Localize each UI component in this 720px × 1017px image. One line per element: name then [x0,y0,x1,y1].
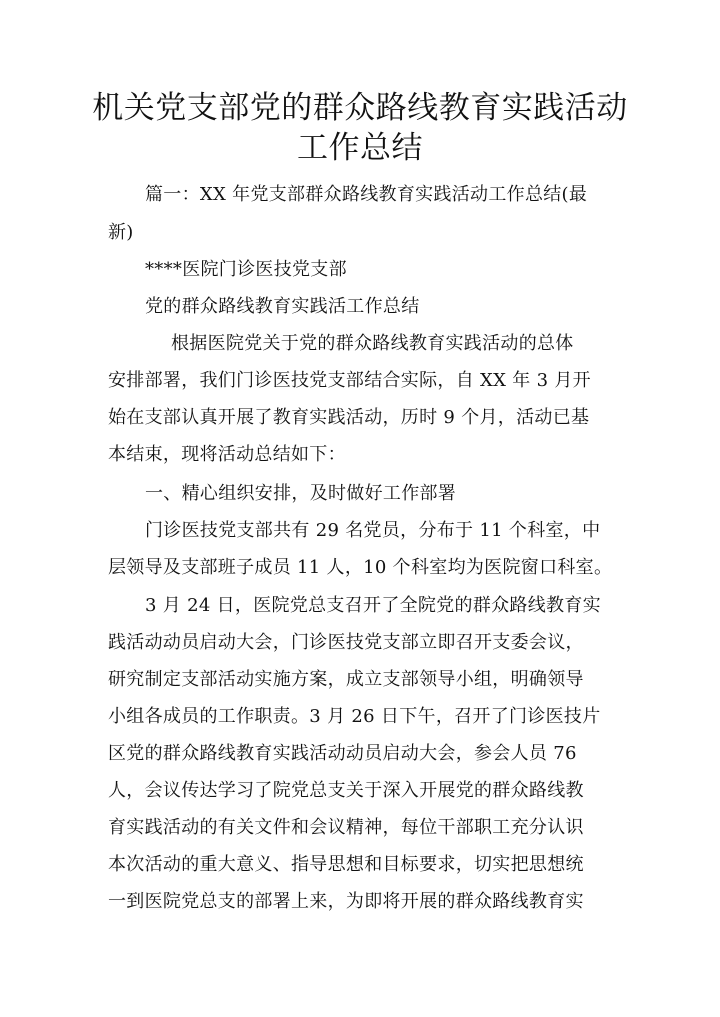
subtitle-line-1: 篇一：XX 年党支部群众路线教育实践活动工作总结(最 [145,184,588,205]
paragraph-line-3: 始在支部认真开展了教育实践活动，历时 9 个月，活动已基 [108,407,590,428]
paragraph-line-4: 本结束，现将活动总结如下： [108,444,346,465]
paragraph-line-1: 根据医院党关于党的群众路线教育实践活动的总体 [171,333,574,354]
subtitle-line-2: 新) [108,222,134,243]
paragraph-line-2: 安排部署，我们门诊医技党支部结合实际，自 XX 年 3 月开 [108,370,591,391]
document-title-line-1: 机关党支部党的群众路线教育实践活动 [92,90,628,126]
paragraph-line-6: 层领导及支部班子成员 11 人，10 个科室均为医院窗口科室。 [108,557,613,578]
document-title-line-2: 工作总结 [297,130,423,166]
paragraph-line-7: 3 月 24 日，医院党总支召开了全院党的群众路线教育实 [145,595,601,616]
paragraph-line-9: 研究制定支部活动实施方案，成立支部领导小组，明确领导 [108,669,584,690]
heading-line: 党的群众路线教育实践活工作总结 [145,296,420,317]
paragraph-line-10: 小组各成员的工作职责。3 月 26 日下午，召开了门诊医技片 [108,706,601,727]
paragraph-line-14: 本次活动的重大意义、指导思想和目标要求，切实把思想统 [108,854,584,875]
paragraph-line-8: 践活动动员启动大会，门诊医技党支部立即召开支委会议， [108,632,584,653]
paragraph-line-12: 人，会议传达学习了院党总支关于深入开展党的群众路线教 [108,780,584,801]
paragraph-line-13: 育实践活动的有关文件和会议精神，每位干部职工充分认识 [108,817,584,838]
organization-line: ****医院门诊医技党支部 [145,259,347,280]
section-heading-1: 一、精心组织安排，及时做好工作部署 [145,483,457,504]
paragraph-line-11: 区党的群众路线教育实践活动动员启动大会，参会人员 76 [108,743,577,764]
paragraph-line-5: 门诊医技党支部共有 29 名党员，分布于 11 个科室，中 [145,520,601,541]
paragraph-line-15: 一到医院党总支的部署上来，为即将开展的群众路线教育实 [108,891,584,912]
